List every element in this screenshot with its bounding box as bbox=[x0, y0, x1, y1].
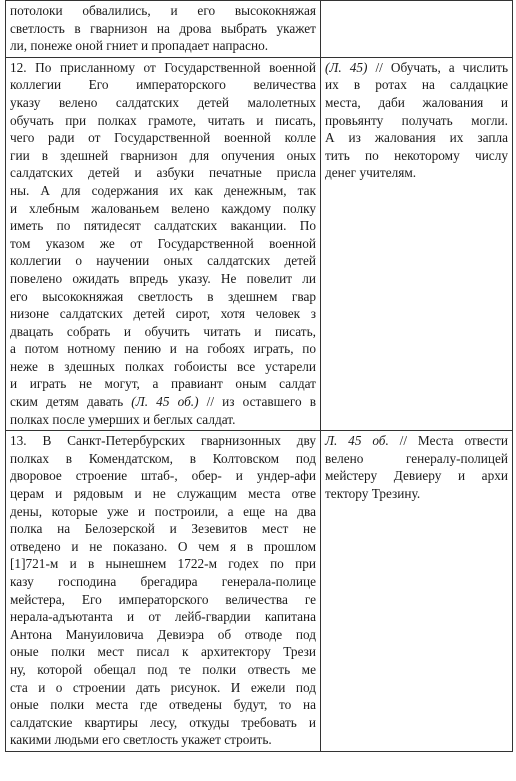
text-line: и хлебным жалованьем велено каждому полку bbox=[10, 200, 316, 216]
text-line: оные полки места где отведены будут, то на bbox=[10, 697, 316, 713]
text-line: ли, понеже оной гниет и пропадает напрасно. bbox=[10, 38, 269, 54]
table-row bbox=[6, 431, 513, 752]
text-line: полках после умерших и беглых салдат. bbox=[10, 411, 236, 427]
text-line: тить по некоторому числу bbox=[325, 147, 508, 163]
resolution-cell bbox=[321, 1, 513, 58]
text-line: а потом нотному пению и на гобоях играть, по bbox=[10, 341, 316, 357]
text-line: (Л. 45) // Обучать, а числить bbox=[325, 59, 509, 75]
text-line: мейстеру Девиеру и архи bbox=[325, 468, 508, 484]
text-line: казу господина брегадира генерала-полице bbox=[10, 574, 316, 589]
question-cell bbox=[6, 431, 321, 752]
text-line: ста и о строении дать рисунок. И ежели под bbox=[10, 679, 316, 695]
text-line: ну, которой обещал под те полки отвесть ме bbox=[10, 661, 316, 677]
text-line: дены, которые уже и построили, а еще на два bbox=[10, 503, 316, 519]
text-line: церам и рядовым и не служащим места отве bbox=[10, 486, 316, 502]
text-line: иметь по пятидесят салдатских ваканции. По bbox=[10, 218, 316, 234]
text-line: указу велено салдатских детей малолетных bbox=[10, 94, 316, 110]
text-line: ны. А для содержания их как денежным, так bbox=[10, 182, 316, 198]
text-line: салдатских детей и азбуки печатные присла bbox=[10, 165, 316, 181]
document-table bbox=[5, 0, 513, 752]
text-line: денег учителям. bbox=[325, 165, 417, 181]
text-line: потолоки обвалились, и его высококняжая bbox=[10, 3, 316, 18]
text-line: тектору Трезину. bbox=[325, 486, 421, 502]
text-line: коллегии о научении оных салдатских детей bbox=[10, 253, 316, 269]
text-line: какими людьми его светлость укажет строить. bbox=[10, 732, 272, 748]
text-line: повелено ожидать впредь указу. Не повелит ли bbox=[10, 270, 316, 286]
text-line: том указом же от Государственной военной bbox=[10, 235, 316, 251]
text-line: коллегии Его императорского величества bbox=[10, 77, 316, 93]
resolution-cell bbox=[321, 431, 513, 752]
text-line: 13. В Санкт-Петербурских гварнизонных дву bbox=[10, 433, 316, 449]
text-line: полках в Комендатском, в Колтовском под bbox=[10, 450, 316, 466]
text-line: светлость в гварнизон на дрова выбрать укажет bbox=[10, 20, 316, 36]
text-line: нерала-адъютанта и от лейб-гвардии капитана bbox=[10, 609, 316, 625]
text-line: их в ротах на салдацкие bbox=[325, 77, 508, 93]
text-line: Л. 45 об. // Места отвести bbox=[325, 433, 508, 449]
document-page bbox=[5, 0, 512, 781]
text-line: гии в здешней гварнизон для опучения оных bbox=[10, 147, 316, 163]
resolution-cell bbox=[321, 57, 513, 430]
text-line: 12. По присланному от Государственной военной bbox=[10, 59, 316, 75]
text-line: ским детям давать (Л. 45 об.) // из оставшего в bbox=[10, 394, 316, 410]
text-line: салдатские квартиры лесу, откуды требовать и bbox=[10, 714, 316, 730]
text-line: чего ради от Государственной военной колле bbox=[10, 130, 316, 146]
question-cell bbox=[6, 1, 321, 58]
text-line: А из жалования их запла bbox=[325, 130, 508, 146]
table-row bbox=[6, 57, 513, 430]
question-cell bbox=[6, 57, 321, 430]
text-line: двацать собрать и обучить читать и писать, bbox=[10, 323, 316, 339]
text-line: места, даби жалования и bbox=[325, 94, 508, 110]
text-line: отведено и не показано. О чем я в прошлом bbox=[10, 538, 316, 554]
text-line: обучать при полках грамоте, читать и писать, bbox=[10, 112, 316, 128]
text-line: провьянту получать могли. bbox=[325, 112, 508, 128]
text-line: дворовое строение штаб-, обер- и ундер-афи bbox=[10, 468, 316, 484]
text-line: и играть не могут, а правиант оным салдат bbox=[10, 376, 316, 392]
text-line: неже в здешных полках гобоисты все устарели bbox=[10, 358, 316, 374]
text-line: его высококняжая светлость в здешнем гвар bbox=[10, 288, 316, 304]
text-line: велено генералу-полицей bbox=[325, 450, 508, 466]
text-line: Антона Мануиловича Девиэра об отводе под bbox=[10, 626, 316, 642]
table-row bbox=[6, 1, 513, 58]
text-line: низоне салдатских детей сирот, хотя человек з bbox=[10, 306, 316, 322]
text-line: оные полки мест писал к архитектору Трези bbox=[10, 644, 316, 660]
text-line: [1]721-м и в нынешнем 1722-м годех по при bbox=[10, 556, 316, 572]
text-line: мейстера, Его императорского величества ге bbox=[10, 591, 316, 607]
text-line: полка на Белозерской и Зезевитов мест не bbox=[10, 521, 316, 537]
